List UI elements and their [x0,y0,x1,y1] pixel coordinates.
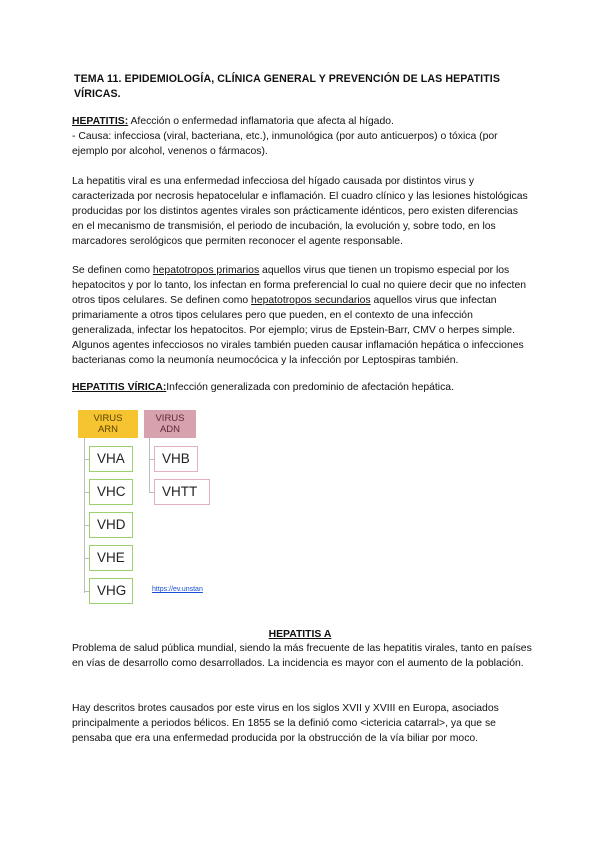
virus-node-vhc: VHC [89,479,133,505]
hepatitis-definition [72,114,532,159]
tropos-part1: Se definen como [72,265,153,276]
virus-classification-diagram [70,404,270,609]
virus-arn-header [78,410,138,438]
hepatitis-term: HEPATITIS: [72,116,129,127]
tropos-part3: aquellos virus que infectan primariamente a otros tipos celulares pero que pueden, en el contexto de una infección generalizada, infectar los hepatocitos. Por ejemplo; virus de Epstein-Barr, CMV o herpes simple. Algunos agentes infecciosos no virales también pueden causar inflamación hepática o infecciones bacterianas como la neumonía neumocócica y la infección por Leptospiras también. [72,295,524,366]
hepatitis-a-paragraph-2: Hay descritos brotes causados por este virus en los siglos XVII y XVIII en Europa, asociados principalmente a periodos bélicos. En 1855 se la definió como <ictericia catarral>, ya que se pensaba que era una enfermedad producida por la obstrucción de la vía biliar por moco. [72,703,499,744]
arn-connector-vertical [84,438,85,593]
source-link[interactable]: https://ev.unstan [152,586,203,593]
hepatitis-causa: - Causa: infecciosa (viral, bacteriana, etc.), inmunológica (por auto anticuerpos) o tóxica (por ejemplo por alcohol, venenos o fármacos). [72,131,498,157]
virus-node-vha: VHA [89,446,133,472]
virus-arn-header-line1: VIRUS [93,413,123,424]
tropos-part2: aquellos virus que tienen un tropismo especial por los hepatocitos y por lo tanto, los infectan en forma preferencial lo cual no quiere decir que no infecten otros tipos celulares. Se definen como [72,265,527,306]
viral-hepatitis-paragraph: La hepatitis viral es una enfermedad infecciosa del hígado causada por distintos virus y caracterizada por necrosis hepatocelular e inflamación. El cuadro clínico y las lesiones histológicas producidas por los distintos agentes virales son prácticamente idénticos, pero existen diferencias en el mecanismo de transmisión, el periodo de incubación, la evolución y, sobre todo, en los marcadores serológicos que permiten reconocer el agente responsable. [72,176,528,247]
hepatitis-definition-text: Afección o enfermedad inflamatoria que afecta al hígado. [128,116,394,127]
term-hepatotropos-secundarios: hepatotropos secundarios [251,295,371,306]
term-hepatotropos-primarios: hepatotropos primarios [152,265,260,276]
hepatitis-virica-text: Infección generalizada con predominio de afectación hepática. [166,382,454,393]
virus-adn-header [144,410,196,438]
virus-node-vhb: VHB [154,446,198,472]
hepatitis-virica-term: HEPATITIS VÍRICA: [72,382,167,393]
virus-node-vhtt: VHTT [154,479,210,505]
document-title: TEMA 11. EPIDEMIOLOGÍA, CLÍNICA GENERAL Y PREVENCIÓN DE LAS HEPATITIS VÍRICAS. [74,73,500,100]
virus-node-vhe: VHE [89,545,133,571]
virus-node-vhd: VHD [89,512,133,538]
virus-adn-header-line2: ADN [159,424,181,435]
hepatitis-virica-definition [72,380,532,395]
virus-arn-header-line2: ARN [97,424,119,435]
virus-node-vhg: VHG [89,578,133,604]
hepatitis-a-paragraph-1: Problema de salud pública mundial, siendo la más frecuente de las hepatitis virales, tanto en países en vías de desarrollo como desarrollados. La incidencia es mayor con el aumento de la población. [72,643,532,669]
hepatotropos-paragraph [72,263,532,368]
virus-adn-header-line1: VIRUS [155,413,185,424]
hepatitis-definition-line [72,114,532,129]
hepatitis-a-heading: HEPATITIS A [268,629,332,640]
adn-connector-vertical [149,438,150,493]
